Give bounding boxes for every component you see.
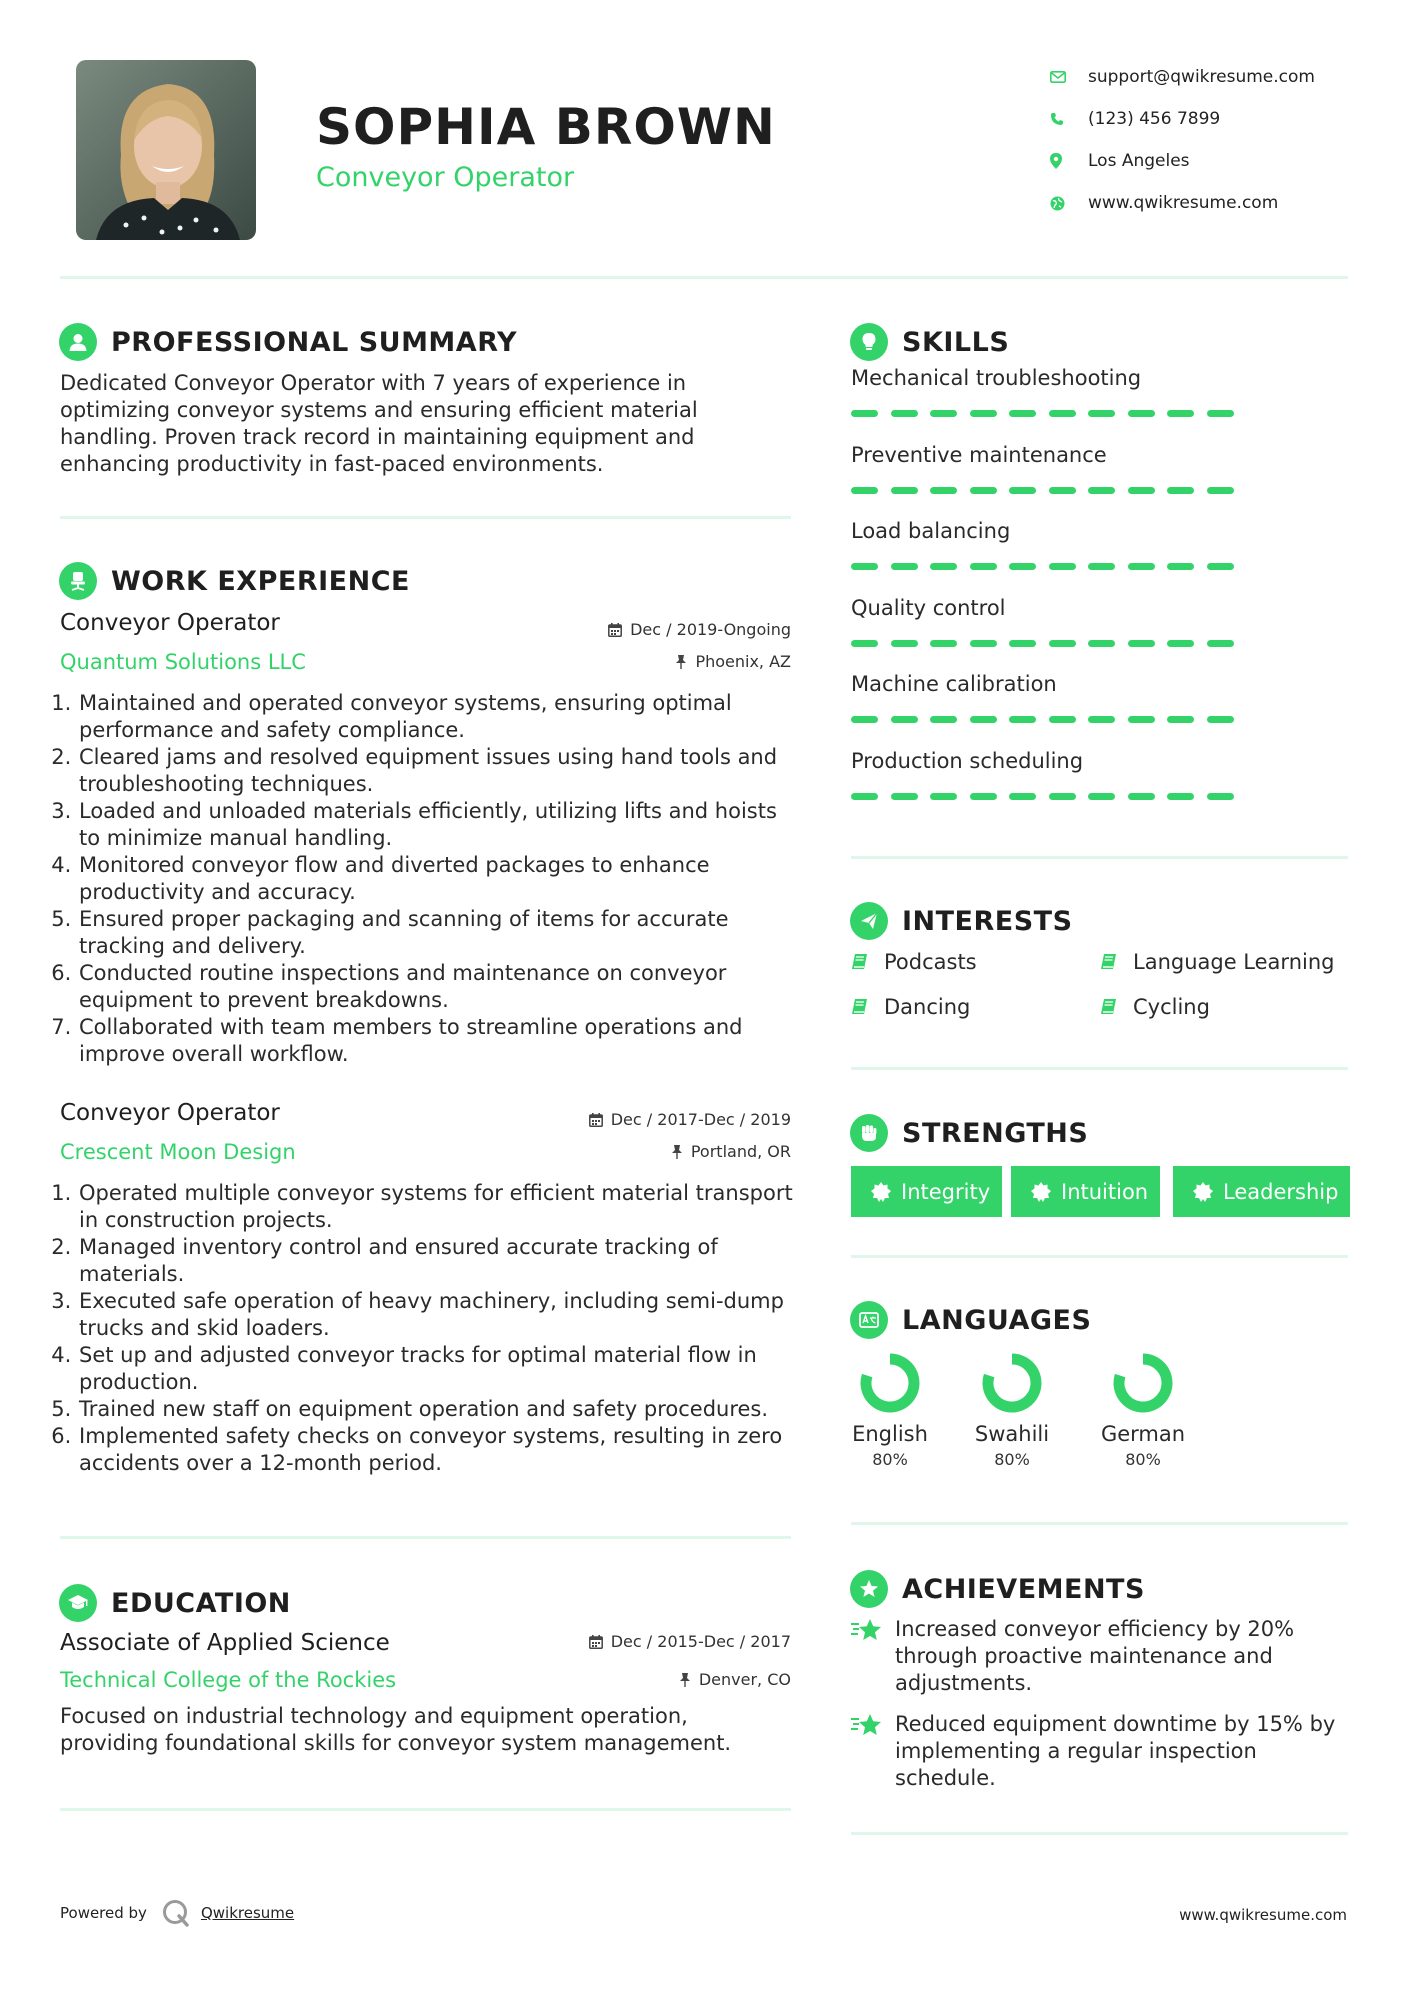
strength-label: Intuition (1061, 1179, 1149, 1204)
skill-dash (970, 487, 997, 494)
language-item (952, 1352, 1072, 1469)
skill-dash (970, 640, 997, 647)
skill-dash (1207, 410, 1234, 417)
list-item: 2. Cleared jams and resolved equipment issues using hand tools and troubleshooting techniques. (78, 744, 793, 798)
job-1-duties (58, 690, 793, 1068)
job-1-title: Conveyor Operator (60, 610, 280, 636)
skill-dash (1207, 487, 1234, 494)
experience-divider (60, 1536, 791, 1539)
contact-list (1050, 56, 1315, 224)
star-icon (850, 1616, 895, 1648)
list-item: 1. Operated multiple conveyor systems for efficient material transport in construction projects. (78, 1180, 793, 1234)
skill-dash (1049, 410, 1076, 417)
list-item: 6. Implemented safety checks on conveyor systems, resulting in zero accidents over a 12-month period. (78, 1423, 793, 1477)
skill-dash (1009, 487, 1036, 494)
skill-rating (851, 563, 1246, 570)
education-school: Technical College of the Rockies (60, 1668, 397, 1692)
skill-rating (851, 716, 1246, 723)
job-1-date-text: Dec / 2019-Ongoing (630, 620, 791, 639)
job-1-date (608, 620, 791, 639)
strength-label: Integrity (901, 1179, 991, 1204)
education-date-text: Dec / 2015-Dec / 2017 (610, 1632, 791, 1651)
skill-item (851, 672, 1246, 749)
user-icon (59, 323, 97, 361)
skill-dash (891, 563, 918, 570)
language-progress-ring (859, 1352, 921, 1414)
education-date (589, 1632, 791, 1651)
language-level: 80% (1125, 1450, 1161, 1469)
job-2-date-text: Dec / 2017-Dec / 2019 (610, 1110, 791, 1129)
education-divider (60, 1808, 791, 1811)
skill-rating (851, 793, 1246, 800)
job-2-location (671, 1142, 791, 1161)
skill-dash (891, 716, 918, 723)
skill-dash (930, 640, 957, 647)
skill-rating (851, 640, 1246, 647)
footer-powered-by (60, 1898, 294, 1928)
skill-dash (1009, 716, 1036, 723)
skill-dash (891, 410, 918, 417)
skill-dash (1049, 563, 1076, 570)
skill-dash (1167, 793, 1194, 800)
skill-dash (1128, 640, 1155, 647)
education-degree: Associate of Applied Science (60, 1630, 390, 1656)
education-location (679, 1670, 791, 1689)
pushpin-icon (671, 1145, 683, 1159)
pushpin-icon (675, 655, 687, 669)
contact-website[interactable] (1050, 182, 1315, 224)
powered-by-label: Powered by (60, 1904, 147, 1922)
fist-icon (850, 1114, 888, 1152)
skill-dash (851, 563, 878, 570)
strength-badge (1173, 1166, 1350, 1217)
achievement-text: Reduced equipment downtime by 15% by implementing a regular inspection schedule. (895, 1712, 1336, 1790)
star-icon (850, 1711, 895, 1743)
book-icon (850, 997, 870, 1017)
footer-brand-link[interactable]: Qwikresume (200, 1904, 295, 1922)
skill-dash (930, 487, 957, 494)
experience-title: WORK EXPERIENCE (111, 565, 410, 597)
contact-location (1050, 140, 1315, 182)
skill-dash (1207, 563, 1234, 570)
book-icon (1099, 997, 1119, 1017)
skill-dash (1009, 793, 1036, 800)
achievements-title: ACHIEVEMENTS (902, 1573, 1145, 1605)
list-item: 3. Loaded and unloaded materials efficiently, utilizing lifts and hoists to minimize manual handling. (78, 798, 793, 852)
language-progress-ring (981, 1352, 1043, 1414)
job-2-location-text: Portland, OR (690, 1142, 791, 1161)
job-2-company: Crescent Moon Design (60, 1140, 296, 1164)
skills-title: SKILLS (902, 326, 1010, 358)
lightbulb-icon (850, 323, 888, 361)
skill-dash (1088, 487, 1115, 494)
skill-dash (1167, 563, 1194, 570)
skill-dash (851, 793, 878, 800)
achievement-text: Increased conveyor efficiency by 20% through proactive maintenance and adjustments. (895, 1617, 1295, 1695)
list-item: 3. Executed safe operation of heavy machinery, including semi-dump trucks and skid loaders. (78, 1288, 793, 1342)
book-icon (850, 952, 870, 972)
skill-dash (930, 563, 957, 570)
skill-dash (930, 410, 957, 417)
skill-dash (970, 793, 997, 800)
skill-rating (851, 410, 1246, 417)
skills-divider (851, 856, 1348, 859)
strength-badge (1011, 1166, 1160, 1217)
award-star-icon (850, 1570, 888, 1608)
skill-dash (1088, 410, 1115, 417)
achievements-divider (851, 1832, 1348, 1835)
skill-name: Quality control (851, 595, 1006, 620)
skill-name: Load balancing (851, 519, 1011, 543)
skill-rating (851, 487, 1246, 494)
skill-dash (1128, 563, 1155, 570)
skill-dash (851, 640, 878, 647)
skill-dash (1167, 640, 1194, 647)
skills-list (851, 366, 1246, 825)
skill-item (851, 749, 1246, 826)
achievement-item (850, 1616, 1340, 1697)
skill-dash (1088, 640, 1115, 647)
book-icon (1099, 952, 1119, 972)
list-item: 1. Maintained and operated conveyor systems, ensuring optimal performance and safety compliance. (78, 690, 793, 744)
strengths-header (850, 1114, 1088, 1152)
skill-dash (1049, 716, 1076, 723)
skill-dash (1088, 563, 1115, 570)
badge-icon (1193, 1182, 1213, 1202)
skill-dash (930, 716, 957, 723)
job-2-date (589, 1110, 791, 1129)
phone-icon (1050, 109, 1088, 129)
list-item: 6. Conducted routine inspections and maintenance on conveyor equipment to prevent breakdowns. (78, 960, 793, 1014)
skill-dash (891, 640, 918, 647)
skill-dash (851, 716, 878, 723)
calendar-icon (589, 1113, 603, 1127)
candidate-role: Conveyor Operator (316, 162, 575, 193)
skill-item (851, 366, 1246, 443)
skill-dash (930, 793, 957, 800)
skill-dash (1009, 563, 1036, 570)
job-1-company: Quantum Solutions LLC (60, 650, 306, 674)
languages-header (850, 1301, 1091, 1339)
language-level: 80% (872, 1450, 908, 1469)
languages-divider (851, 1522, 1348, 1525)
skills-header (850, 323, 1009, 361)
interest-label: Cycling (1133, 995, 1210, 1019)
skill-name: Production scheduling (851, 748, 1084, 773)
contact-website-text: www.qwikresume.com (1088, 193, 1279, 213)
skill-name: Machine calibration (851, 672, 1057, 696)
skill-dash (1128, 716, 1155, 723)
language-name: German (1100, 1422, 1186, 1446)
qwikresume-logo-icon (161, 1898, 191, 1928)
skill-dash (1049, 640, 1076, 647)
education-description: Focused on industrial technology and equipment operation, providing foundational skills for conveyor system management. (60, 1704, 732, 1755)
calendar-icon (608, 623, 622, 637)
skill-item (851, 519, 1246, 596)
list-item: 5. Trained new staff on equipment operation and safety procedures. (78, 1396, 793, 1423)
strength-badge (851, 1166, 1002, 1217)
skill-dash (1049, 793, 1076, 800)
achievement-item (850, 1711, 1340, 1792)
strengths-title: STRENGTHS (902, 1117, 1089, 1149)
badge-icon (1031, 1182, 1051, 1202)
language-name: Swahili (974, 1422, 1050, 1446)
skill-item (851, 596, 1246, 673)
paper-plane-icon (850, 902, 888, 940)
contact-location-text: Los Angeles (1088, 151, 1190, 171)
interest-label: Dancing (884, 995, 971, 1019)
list-item: 7. Collaborated with team members to streamline operations and improve overall workflow. (78, 1014, 793, 1068)
language-item (830, 1352, 950, 1469)
interest-label: Podcasts (884, 950, 977, 974)
languages-title: LANGUAGES (902, 1304, 1092, 1336)
list-item: 2. Managed inventory control and ensured accurate tracking of materials. (78, 1234, 793, 1288)
list-item: 4. Monitored conveyor flow and diverted packages to enhance productivity and accuracy. (78, 852, 793, 906)
summary-header (59, 323, 517, 361)
skill-dash (1009, 410, 1036, 417)
globe-icon (1050, 193, 1088, 213)
list-item: 5. Ensured proper packaging and scanning of items for accurate tracking and delivery. (78, 906, 793, 960)
skill-dash (1167, 410, 1194, 417)
skill-dash (851, 410, 878, 417)
summary-text: Dedicated Conveyor Operator with 7 years of experience in optimizing conveyor systems and ensuring efficient material handling. Proven track record in maintaining equipment and enhancing productivity in fast-paced environments. (60, 371, 698, 476)
skill-dash (891, 487, 918, 494)
education-header (59, 1584, 291, 1622)
experience-header (59, 562, 410, 600)
badge-icon (871, 1182, 891, 1202)
interest-item (850, 995, 970, 1019)
contact-email[interactable] (1050, 56, 1315, 98)
translate-icon (850, 1301, 888, 1339)
language-progress-ring (1112, 1352, 1174, 1414)
office-chair-icon (59, 562, 97, 600)
interest-label: Language Learning (1133, 950, 1335, 974)
interests-header (850, 902, 1073, 940)
skill-dash (1128, 793, 1155, 800)
skill-dash (1207, 716, 1234, 723)
skill-dash (1009, 640, 1036, 647)
skill-dash (851, 487, 878, 494)
job-1-location-text: Phoenix, AZ (695, 652, 791, 671)
header-divider (60, 276, 1348, 279)
language-level: 80% (994, 1450, 1030, 1469)
footer-url[interactable]: www.qwikresume.com (1179, 1906, 1347, 1924)
graduation-cap-icon (59, 1584, 97, 1622)
interest-item (1099, 950, 1334, 974)
calendar-icon (589, 1635, 603, 1649)
language-item (1083, 1352, 1203, 1469)
skill-dash (1207, 640, 1234, 647)
interest-item (850, 950, 977, 974)
interests-divider (851, 1067, 1348, 1070)
skill-dash (1088, 716, 1115, 723)
location-pin-icon (1050, 151, 1088, 171)
summary-divider (60, 516, 791, 519)
education-location-text: Denver, CO (698, 1670, 791, 1689)
candidate-name: SOPHIA BROWN (316, 98, 776, 156)
interest-item (1099, 995, 1210, 1019)
education-title: EDUCATION (111, 1587, 291, 1619)
email-icon (1050, 67, 1088, 87)
skill-dash (1128, 487, 1155, 494)
skill-dash (970, 410, 997, 417)
strengths-divider (851, 1255, 1348, 1258)
job-1-location (675, 652, 791, 671)
job-2-title: Conveyor Operator (60, 1100, 280, 1126)
skill-dash (1207, 793, 1234, 800)
list-item: 4. Set up and adjusted conveyor tracks for optimal material flow in production. (78, 1342, 793, 1396)
skill-dash (1049, 487, 1076, 494)
profile-photo (76, 60, 256, 240)
skill-dash (970, 563, 997, 570)
strength-label: Leadership (1223, 1179, 1339, 1204)
job-2-duties (58, 1180, 793, 1477)
skill-name: Mechanical troubleshooting (851, 366, 1142, 390)
skill-dash (1128, 410, 1155, 417)
skill-dash (1167, 487, 1194, 494)
skill-dash (970, 716, 997, 723)
contact-phone[interactable] (1050, 98, 1315, 140)
pushpin-icon (679, 1673, 691, 1687)
skill-name: Preventive maintenance (851, 442, 1107, 467)
contact-email-text: support@qwikresume.com (1088, 67, 1315, 87)
skill-dash (891, 793, 918, 800)
summary-title: PROFESSIONAL SUMMARY (111, 326, 518, 358)
skill-item (851, 443, 1246, 520)
interests-title: INTERESTS (902, 905, 1073, 937)
language-name: English (852, 1422, 928, 1446)
skill-dash (1167, 716, 1194, 723)
contact-phone-text: (123) 456 7899 (1088, 109, 1221, 129)
skill-dash (1088, 793, 1115, 800)
achievements-header (850, 1570, 1145, 1608)
